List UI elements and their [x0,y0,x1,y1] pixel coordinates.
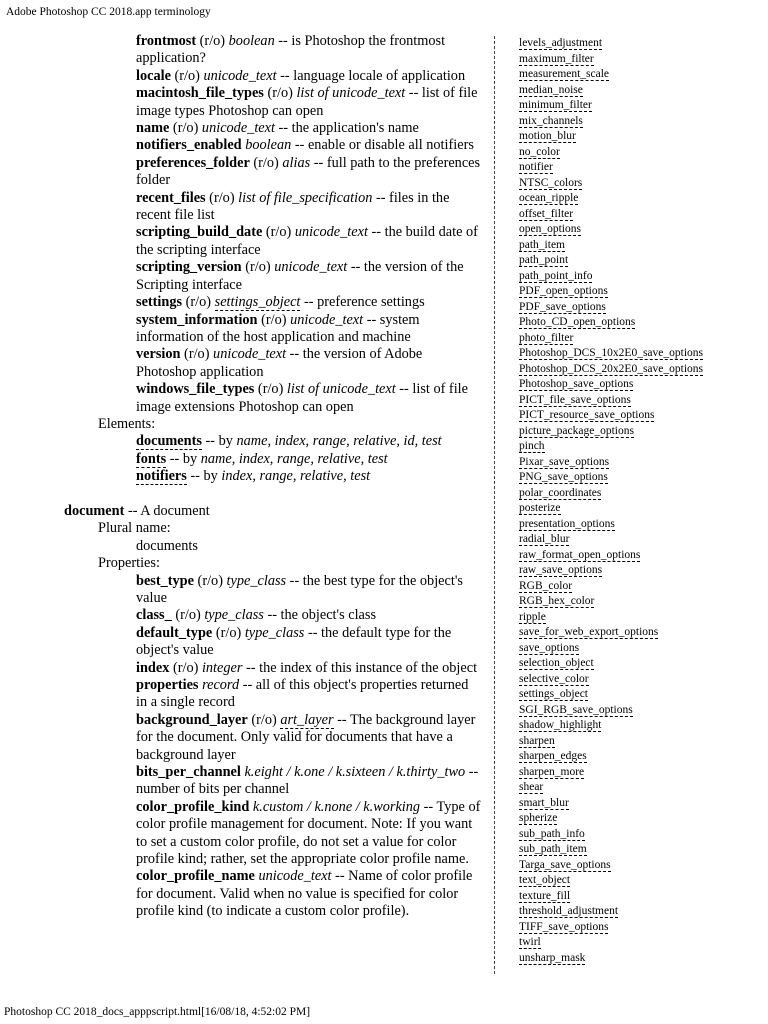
property-type: unicode_text [274,259,348,276]
class-index-item [519,656,764,672]
property-name: background_layer [136,711,248,728]
class-index-link[interactable]: Photoshop_DCS_20x2E0_save_options [519,362,704,375]
property-type: unicode_text [201,120,275,137]
class-index-item [519,160,764,176]
class-index-item [519,284,764,300]
property-entry [0,68,492,85]
class-index-link[interactable]: ripple [519,610,546,623]
class-index-link[interactable]: TIFF_save_options [519,920,609,933]
class-index-item [519,594,764,610]
property-desc: -- the default type for the object's value [136,624,452,659]
property-name: settings [136,294,183,311]
class-index-link[interactable]: raw_format_open_options [519,548,641,561]
property-entry [0,660,492,677]
property-desc: -- list of file image types Photoshop can open [136,85,478,119]
property-access: (r/o) [171,607,205,624]
class-index-item [519,439,764,455]
class-index-item [519,238,764,254]
class-index-link[interactable]: save_for_web_export_options [519,626,659,638]
main-content [0,33,492,921]
property-desc: -- Name of color profile for document. Valid when no value is specified for color profile kind (to indicate a custom color profile). [136,868,473,920]
class-index-link[interactable]: PICT_resource_save_options [519,409,655,421]
class-index-item [519,145,764,161]
class-index-link[interactable]: picture_package_options [519,424,634,437]
property-name: system_information [136,311,258,328]
class-index-item [519,36,764,52]
document-class-desc: -- A document [124,502,210,519]
property-name: default_type [136,624,213,641]
class-index-link[interactable]: path_item [519,238,565,251]
property-name: macintosh_file_types [136,85,264,102]
property-desc: -- the application's name [274,120,419,137]
class-index-link[interactable]: path_point_info [519,269,593,282]
property-entry [0,381,492,416]
property-type: boolean [228,33,275,49]
property-entry [0,764,492,799]
property-desc: -- the version of Adobe Photoshop application [136,346,423,380]
page-footer: Photoshop CC 2018_docs_apppscript.html[16/08/18, 4:52:02 PM] [4,1006,311,1018]
property-type: list of unicode_text [296,85,406,102]
property-type: type_class [204,607,264,624]
property-type: k.custom / k.none / k.working [252,798,421,815]
class-index-link[interactable]: save_options [519,641,580,654]
class-index-link[interactable]: selective_color [519,672,589,685]
property-access: (r/o) [247,711,281,728]
property-desc: -- enable or disable all notifiers [291,137,474,154]
class-index-link[interactable]: shear [519,781,544,793]
property-type: integer [201,659,243,676]
property-entry [0,137,492,154]
class-index-link[interactable]: presentation_options [519,517,615,530]
class-index-item [519,315,764,331]
class-index-link[interactable]: sub_path_item [519,843,587,855]
property-type: alias [282,154,311,171]
class-index-link[interactable]: RGB_hex_color [519,595,595,607]
class-index-link[interactable]: Pixar_save_options [519,455,610,468]
property-access: (r/o) [180,346,214,363]
property-access: (r/o) [241,259,275,276]
class-index-link[interactable]: threshold_adjustment [519,905,619,917]
class-index-link[interactable]: offset_filter [519,207,574,220]
property-type: unicode_text [294,224,368,241]
properties-label: Properties: [98,555,160,572]
property-type[interactable]: settings_object [214,294,301,311]
application-properties [0,33,492,416]
class-index-item [519,672,764,688]
property-access: (r/o) [169,120,202,137]
class-index-link[interactable]: RGB_color [519,579,573,592]
class-index-link[interactable]: pinch [519,440,545,452]
property-desc: -- the index of this instance of the object [242,659,478,676]
class-index-link[interactable]: sub_path_info [519,827,585,840]
class-index-link[interactable]: photo_filter [519,331,574,344]
class-index-item [519,470,764,486]
class-index-item [519,300,764,316]
class-index-link[interactable]: smart_blur [519,796,569,809]
element-link[interactable]: notifiers [136,468,187,485]
class-index-link[interactable]: PNG_save_options [519,471,608,483]
property-type: unicode_text [203,67,277,84]
property-name: windows_file_types [136,381,255,398]
class-index-item [519,532,764,548]
property-entry [0,120,492,137]
class-index-item [519,331,764,347]
property-entry [0,712,492,764]
class-index-item [519,114,764,130]
class-index-link[interactable]: Photoshop_save_options [519,378,634,390]
property-desc: -- all of this object's properties returned in a single record [136,677,469,711]
class-index-link[interactable]: sharpen [519,734,555,747]
element-link[interactable]: documents [136,433,202,450]
class-index-link[interactable]: sharpen_edges [519,750,587,762]
property-name: scripting_build_date [136,224,263,241]
class-index-link[interactable]: SGI_RGB_save_options [519,703,633,716]
property-type: type_class [244,624,305,641]
class-index-link[interactable]: median_noise [519,83,583,96]
class-index-item [519,687,764,703]
column-divider [494,36,495,974]
class-index-item [519,269,764,285]
class-index-item [519,858,764,874]
plural-label: Plural name: [98,520,171,537]
property-name: color_profile_kind [136,798,250,815]
property-desc: -- full path to the preferences folder [136,154,481,189]
property-access: (r/o) [169,659,202,676]
property-entry [0,312,492,347]
property-name: recent_files [136,189,206,206]
property-entry [0,224,492,259]
element-entry [0,451,492,468]
property-entry [0,625,492,660]
class-index-link[interactable]: Photoshop_DCS_10x2E0_save_options [519,347,704,359]
class-index-item [519,563,764,579]
property-access: (r/o) [257,311,291,328]
element-link[interactable]: fonts [136,450,167,467]
class-index-item [519,579,764,595]
property-desc: -- is Photoshop the frontmost application? [136,33,446,67]
class-index-item [519,377,764,393]
property-desc: -- the object's class [263,607,377,624]
property-desc: -- language locale of application [276,67,466,84]
property-desc: -- files in the recent file list [136,189,450,224]
class-index-item [519,734,764,750]
element-keys: name, index, range, relative, test [200,450,388,467]
class-index-item [519,517,764,533]
property-entry [0,190,492,225]
class-index-list [519,36,764,966]
class-index-link[interactable]: twirl [519,936,541,948]
class-index-item [519,52,764,68]
class-index-link[interactable]: sharpen_more [519,765,585,778]
class-index-link[interactable]: mix_channels [519,114,583,127]
class-index-link[interactable]: ocean_ripple [519,192,579,204]
class-index-item [519,796,764,812]
property-entry [0,85,492,120]
property-name: locale [136,67,171,84]
property-type: k.eight / k.one / k.sixteen / k.thirty_two [244,764,466,781]
class-index-link[interactable]: notifier [519,161,553,173]
class-index-link[interactable]: open_options [519,223,581,235]
property-entry [0,868,492,920]
class-index-item [519,408,764,424]
class-index-item [519,346,764,362]
class-index-link[interactable]: Targa_save_options [519,858,611,871]
class-index-item [519,362,764,378]
property-entry [0,799,492,869]
property-access: (r/o) [193,572,227,589]
property-access: (r/o) [262,224,295,241]
class-index-item [519,83,764,99]
property-desc: -- list of file image extensions Photoshop can open [136,381,468,415]
class-index-item [519,935,764,951]
document-class-entry [0,503,492,520]
class-index-link[interactable]: levels_adjustment [519,37,603,49]
class-index-item [519,129,764,145]
property-access: (r/o) [170,67,204,84]
class-index-link[interactable]: spherize [519,812,558,824]
property-desc: -- the best type for the object's value [136,572,463,606]
property-type: list of file_specification [238,189,373,206]
property-type: type_class [226,572,287,589]
class-index-link[interactable]: PDF_open_options [519,285,608,297]
property-desc: -- the build date of the scripting interface [136,224,478,258]
property-entry [0,155,492,190]
class-index-item [519,455,764,471]
class-index-item [519,191,764,207]
class-index-item [519,176,764,192]
element-by: -- by [186,468,222,485]
document-properties [0,573,492,921]
class-index-item [519,625,764,641]
page-header: Adobe Photoshop CC 2018.app terminology [6,6,211,18]
class-index-link[interactable]: PDF_save_options [519,300,606,313]
elements-label: Elements: [98,415,156,432]
class-index-item [519,842,764,858]
class-index-link[interactable]: maximum_filter [519,52,594,65]
property-type: unicode_text [213,346,287,363]
property-access: (r/o) [263,85,297,102]
class-index-link[interactable]: texture_fill [519,889,571,902]
property-name: index [136,659,170,676]
property-type: list of unicode_text [286,381,396,398]
class-index-link[interactable]: raw_save_options [519,564,603,576]
property-name: frontmost [136,33,197,49]
class-index-item [519,548,764,564]
class-index-item [519,765,764,781]
class-index-item [519,501,764,517]
element-keys: name, index, range, relative, id, test [236,433,442,450]
class-index-item [519,98,764,114]
property-entry [0,294,492,311]
class-index-item [519,610,764,626]
class-index-item [519,207,764,223]
class-index-item [519,253,764,269]
class-index-item [519,951,764,967]
property-entry [0,33,492,68]
property-name: version [136,346,181,363]
property-type[interactable]: art_layer [280,711,334,728]
class-index-item [519,67,764,83]
class-index-link[interactable]: shadow_highlight [519,719,602,731]
property-entry [0,346,492,381]
property-access: (r/o) [196,33,229,49]
class-index-link[interactable]: text_object [519,874,571,886]
class-index-link[interactable]: minimum_filter [519,99,592,111]
property-desc: -- the version of the Scripting interface [136,259,464,293]
class-index-link[interactable]: NTSC_colors [519,176,583,189]
property-type: boolean [245,137,292,154]
property-desc: -- number of bits per channel [136,764,479,798]
property-desc: -- preference settings [300,294,425,311]
class-index-link[interactable]: radial_blur [519,533,570,545]
class-index-item [519,393,764,409]
property-access: (r/o) [182,294,215,311]
property-name: preferences_folder [136,154,250,171]
class-index-link[interactable]: measurement_scale [519,68,610,80]
application-elements [0,433,492,485]
property-name: notifiers_enabled [136,137,242,154]
class-index-item [519,222,764,238]
property-name: color_profile_name [136,868,255,885]
class-index-item [519,811,764,827]
property-desc: -- system information of the host application and machine [136,311,420,345]
class-index-link[interactable]: motion_blur [519,130,576,142]
class-index-item [519,920,764,936]
class-index-link[interactable]: path_point [519,254,569,266]
class-index-item [519,827,764,843]
property-name: name [136,120,170,137]
class-index-link[interactable]: posterize [519,502,561,514]
property-type: unicode_text [258,868,332,885]
property-desc: -- The background layer for the document. Only valid for documents that have a background layer [136,711,476,763]
property-entry [0,607,492,624]
class-index-item [519,889,764,905]
property-access: (r/o) [212,624,245,641]
property-access: (r/o) [205,189,239,206]
class-index-item [519,486,764,502]
class-index-item [519,718,764,734]
class-index-link[interactable]: settings_object [519,688,588,700]
property-access: (r/o) [249,154,283,171]
class-index-link[interactable]: no_color [519,145,560,158]
class-index-link[interactable]: PICT_file_save_options [519,393,631,406]
property-name: best_type [136,572,194,589]
class-index-item [519,780,764,796]
property-type: unicode_text [290,311,364,328]
class-index-item [519,703,764,719]
property-name: bits_per_channel [136,764,241,781]
class-index-item [519,749,764,765]
property-name: class_ [136,607,172,624]
property-desc: -- Type of color profile management for document. Note: If you want to set a custom color profile, do not set a value for color profile kind; rather, set the appropriate color profile name. [136,798,481,868]
property-entry [0,677,492,712]
class-index-item [519,904,764,920]
property-entry [0,259,492,294]
property-name: scripting_version [136,259,242,276]
element-keys: index, range, relative, test [221,468,371,485]
class-index-link[interactable]: selection_object [519,657,594,669]
element-by: -- by [201,433,237,450]
element-entry [0,468,492,485]
class-index-item [519,873,764,889]
class-index-item [519,424,764,440]
class-index-link[interactable]: unsharp_mask [519,951,586,964]
property-access: (r/o) [254,381,287,398]
class-index-link[interactable]: Photo_CD_open_options [519,316,636,328]
plural-name: documents [136,537,198,554]
property-type: record [202,677,240,694]
property-entry [0,573,492,608]
class-index-link[interactable]: polar_coordinates [519,486,602,499]
class-index-item [519,641,764,657]
property-name: properties [136,677,199,694]
document-class-name: document [64,502,125,519]
element-by: -- by [166,450,201,467]
element-entry [0,433,492,450]
